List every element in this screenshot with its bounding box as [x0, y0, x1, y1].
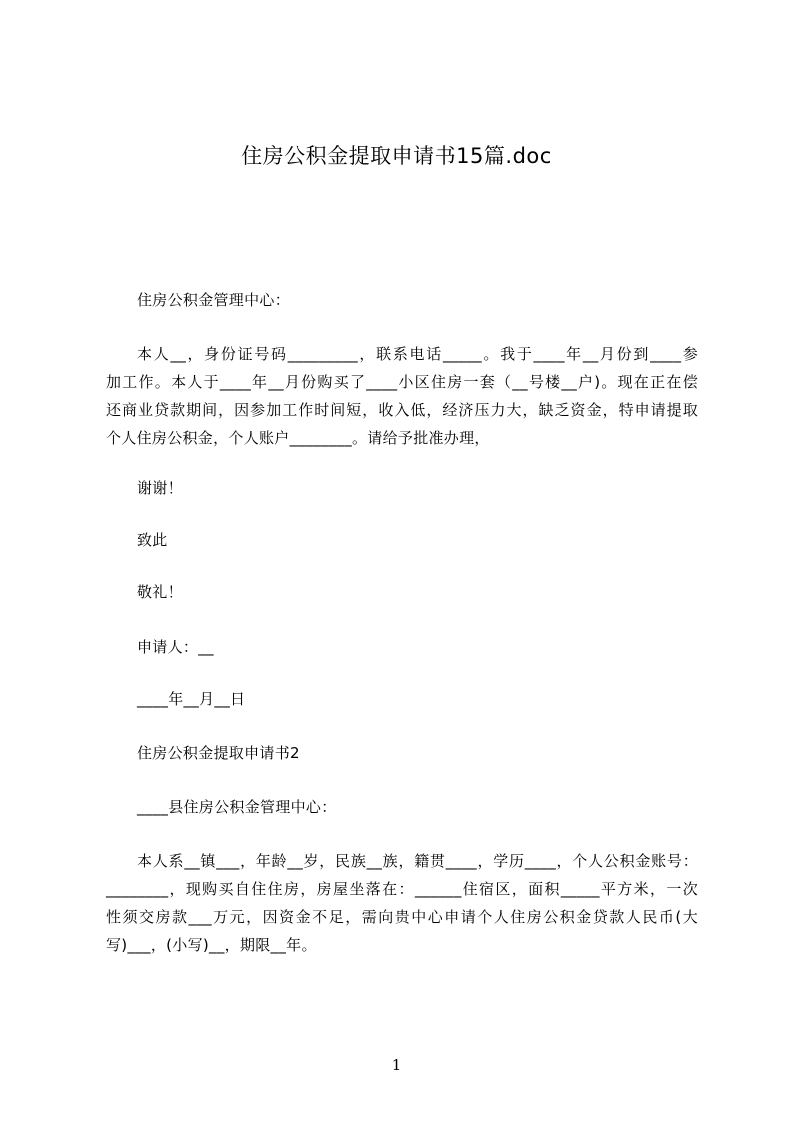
body-line: 还商业贷款期间，因参加工作时间短，收入低，经济压力大，缺乏资金，特申请提取 [106, 401, 698, 419]
applicant-line: 申请人：__ [137, 638, 214, 656]
body-paragraph-letter-1 [106, 340, 698, 452]
page-number: 1 [391, 1056, 402, 1074]
body-paragraph-letter-2 [106, 847, 698, 959]
document-title: 住房公积金提取申请书15篇.doc [241, 144, 552, 168]
salutation-letter-2: ____县住房公积金管理中心： [137, 798, 337, 816]
body-line: 性须交房款___万元，因资金不足，需向贵中心申请个人住房公积金贷款人民币(大 [106, 908, 698, 926]
closing-line-1: 致此 [137, 531, 168, 549]
body-line: 本人系__镇___，年龄__岁，民族__族，籍贯____，学历____，个人公积金账号： [137, 852, 698, 870]
salutation-letter-1: 住房公积金管理中心： [137, 291, 291, 309]
thanks-line: 谢谢！ [137, 479, 183, 497]
body-line: 本人__，身份证号码_________，联系电话_____。我于____年__月份到____参 [137, 345, 698, 363]
body-line: 加工作。本人于____年__月份购买了____小区住房一套（__号楼__户)。现在正在偿 [106, 373, 698, 391]
body-line: ________，现购买自住住房，房屋坐落在：______住宿区，面积_____平方米，一次 [106, 880, 698, 898]
section-heading-letter-2: 住房公积金提取申请书2 [137, 744, 300, 762]
body-line: 个人住房公积金，个人账户________。请给予批准办理， [106, 429, 490, 447]
closing-line-2: 敬礼！ [137, 583, 183, 601]
date-line: ____年__月__日 [137, 690, 246, 708]
body-line: 写)___，(小写)__，期限__年。 [106, 936, 317, 954]
